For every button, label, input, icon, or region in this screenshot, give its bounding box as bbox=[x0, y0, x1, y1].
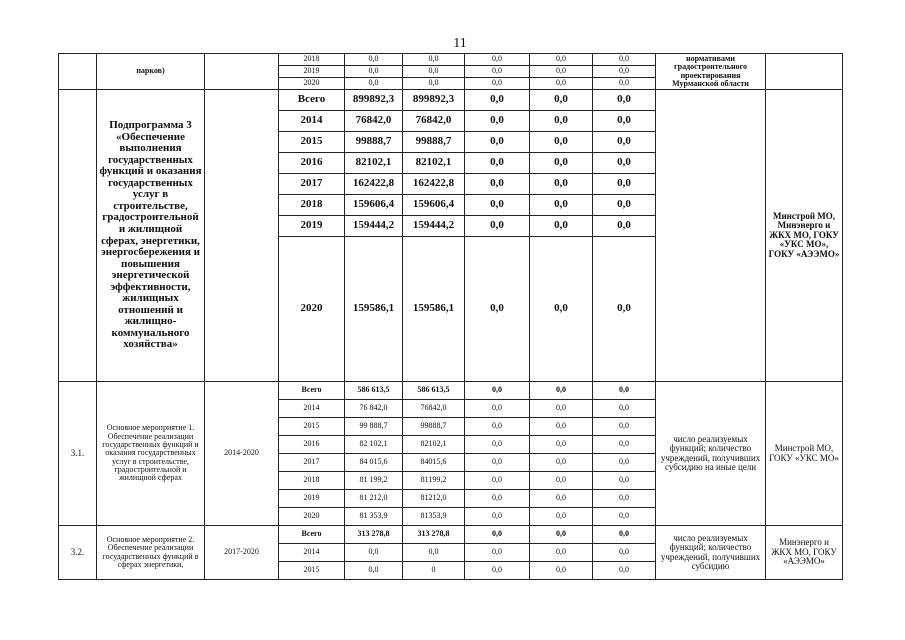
value-cell: 586 613,5 bbox=[345, 382, 403, 400]
table-row bbox=[59, 90, 843, 111]
value-cell: 0,0 bbox=[465, 490, 530, 508]
value-cell: 0,0 bbox=[465, 472, 530, 490]
indicator-cell bbox=[656, 90, 766, 382]
value-cell: 0,0 bbox=[530, 418, 593, 436]
responsible-cell: Минстрой МО, ГОКУ «УКС МО» bbox=[766, 382, 843, 526]
table-row bbox=[59, 382, 843, 400]
value-cell: 0,0 bbox=[593, 78, 656, 90]
value-cell: 0,0 bbox=[530, 132, 593, 153]
year-cell: Всего bbox=[279, 526, 345, 544]
table-row bbox=[59, 526, 843, 544]
value-cell: 0,0 bbox=[465, 526, 530, 544]
value-cell: 0,0 bbox=[465, 153, 530, 174]
year-cell: 2017 bbox=[279, 454, 345, 472]
item-number: 3.2. bbox=[59, 526, 97, 580]
value-cell: 81 199,2 bbox=[345, 472, 403, 490]
value-cell: 159444,2 bbox=[403, 216, 465, 237]
value-cell: 81353,9 bbox=[403, 508, 465, 526]
measure-name: Основное мероприятие 2. Обеспечение реализации государственных функций в сферах энергетики, bbox=[97, 526, 205, 580]
year-cell: 2017 bbox=[279, 174, 345, 195]
value-cell: 0,0 bbox=[593, 382, 656, 400]
value-cell: 0,0 bbox=[530, 195, 593, 216]
value-cell: 0,0 bbox=[465, 508, 530, 526]
value-cell: 313 278,8 bbox=[403, 526, 465, 544]
value-cell: 0,0 bbox=[593, 66, 656, 78]
value-cell: 159606,4 bbox=[403, 195, 465, 216]
value-cell: 81 212,0 bbox=[345, 490, 403, 508]
value-cell: 586 613,5 bbox=[403, 382, 465, 400]
value-cell: 0,0 bbox=[530, 544, 593, 562]
year-cell: Всего bbox=[279, 90, 345, 111]
value-cell: 899892,3 bbox=[403, 90, 465, 111]
subprogram-name: Подпрограмма 3 «Обеспечение выполнения государственных функций и оказания государственных услуг в строительстве, градостроительной и жилищной сферах, энергетики, энергосбережения и повышения энергетической эффективности, жилищных отношений и жилищно-коммунального хозяйства» bbox=[97, 90, 205, 382]
value-cell: 84015,6 bbox=[403, 454, 465, 472]
value-cell: 0,0 bbox=[593, 111, 656, 132]
value-cell: 0,0 bbox=[530, 490, 593, 508]
value-cell: 0,0 bbox=[530, 382, 593, 400]
value-cell: 0,0 bbox=[465, 418, 530, 436]
value-cell: 0,0 bbox=[403, 54, 465, 66]
value-cell: 0,0 bbox=[593, 54, 656, 66]
value-cell: 0,0 bbox=[530, 237, 593, 382]
value-cell: 81199,2 bbox=[403, 472, 465, 490]
cell-period bbox=[205, 54, 279, 90]
value-cell: 0,0 bbox=[530, 508, 593, 526]
indicator-cell: нормативами градостроительного проектирования Мурманской области bbox=[656, 54, 766, 90]
value-cell: 0,0 bbox=[530, 454, 593, 472]
value-cell: 0,0 bbox=[530, 111, 593, 132]
indicator-cell: число реализуемых функций; количество учреждений, получивших субсидию на иные цели bbox=[656, 382, 766, 526]
value-cell: 899892,3 bbox=[345, 90, 403, 111]
value-cell: 0,0 bbox=[593, 418, 656, 436]
value-cell: 0,0 bbox=[465, 111, 530, 132]
year-cell: 2019 bbox=[279, 66, 345, 78]
value-cell: 0,0 bbox=[530, 436, 593, 454]
value-cell: 84 015,6 bbox=[345, 454, 403, 472]
value-cell: 159444,2 bbox=[345, 216, 403, 237]
value-cell: 313 278,8 bbox=[345, 526, 403, 544]
value-cell: 82102,1 bbox=[345, 153, 403, 174]
year-cell: 2015 bbox=[279, 562, 345, 580]
value-cell: 0,0 bbox=[593, 562, 656, 580]
responsible-cell bbox=[766, 54, 843, 90]
cell-num bbox=[59, 54, 97, 90]
value-cell: 159586,1 bbox=[403, 237, 465, 382]
value-cell: 0,0 bbox=[465, 562, 530, 580]
value-cell: 0,0 bbox=[530, 472, 593, 490]
value-cell: 0,0 bbox=[465, 174, 530, 195]
value-cell: 162422,8 bbox=[403, 174, 465, 195]
value-cell: 0,0 bbox=[530, 54, 593, 66]
value-cell: 76842,0 bbox=[403, 111, 465, 132]
value-cell: 99 888,7 bbox=[345, 418, 403, 436]
value-cell: 0,0 bbox=[593, 216, 656, 237]
value-cell: 82102,1 bbox=[403, 153, 465, 174]
value-cell: 0,0 bbox=[465, 454, 530, 472]
value-cell: 0,0 bbox=[530, 400, 593, 418]
value-cell: 0,0 bbox=[593, 454, 656, 472]
value-cell: 0,0 bbox=[593, 472, 656, 490]
value-cell: 0,0 bbox=[465, 54, 530, 66]
value-cell: 0,0 bbox=[593, 153, 656, 174]
value-cell: 0,0 bbox=[345, 66, 403, 78]
year-cell: 2020 bbox=[279, 508, 345, 526]
year-cell: 2018 bbox=[279, 54, 345, 66]
budget-table bbox=[58, 53, 843, 580]
value-cell: 76842,0 bbox=[403, 400, 465, 418]
value-cell: 82 102,1 bbox=[345, 436, 403, 454]
value-cell: 99888,7 bbox=[403, 132, 465, 153]
year-cell: 2018 bbox=[279, 472, 345, 490]
value-cell: 0,0 bbox=[530, 90, 593, 111]
value-cell: 0,0 bbox=[465, 400, 530, 418]
year-cell: Всего bbox=[279, 382, 345, 400]
measure-name: Основное мероприятие 1. Обеспечение реализации государственных функций и оказания государственных услуг в строительстве, градостроительной и жилищной сферах bbox=[97, 382, 205, 526]
value-cell: 99888,7 bbox=[345, 132, 403, 153]
value-cell: 0,0 bbox=[403, 544, 465, 562]
value-cell: 0,0 bbox=[530, 153, 593, 174]
year-cell: 2020 bbox=[279, 78, 345, 90]
value-cell: 0,0 bbox=[530, 174, 593, 195]
year-cell: 2014 bbox=[279, 400, 345, 418]
value-cell: 0,0 bbox=[530, 526, 593, 544]
indicator-cell: число реализуемых функций; количество учреждений, получивших субсидию bbox=[656, 526, 766, 580]
measure-period: 2017-2020 bbox=[205, 526, 279, 580]
value-cell: 0,0 bbox=[530, 78, 593, 90]
value-cell: 0,0 bbox=[593, 508, 656, 526]
year-cell: 2016 bbox=[279, 153, 345, 174]
year-cell: 2016 bbox=[279, 436, 345, 454]
year-cell: 2018 bbox=[279, 195, 345, 216]
cell-num bbox=[59, 90, 97, 382]
item-name: парков) bbox=[97, 54, 205, 90]
value-cell: 0,0 bbox=[593, 237, 656, 382]
value-cell: 76 842,0 bbox=[345, 400, 403, 418]
value-cell: 0,0 bbox=[593, 436, 656, 454]
value-cell: 0,0 bbox=[403, 66, 465, 78]
value-cell: 0,0 bbox=[593, 400, 656, 418]
value-cell: 0,0 bbox=[530, 562, 593, 580]
value-cell: 0,0 bbox=[465, 195, 530, 216]
year-cell: 2019 bbox=[279, 490, 345, 508]
value-cell: 0,0 bbox=[593, 174, 656, 195]
value-cell: 81 353,9 bbox=[345, 508, 403, 526]
item-number: 3.1. bbox=[59, 382, 97, 526]
value-cell: 0,0 bbox=[345, 562, 403, 580]
value-cell: 0,0 bbox=[593, 490, 656, 508]
year-cell: 2020 bbox=[279, 237, 345, 382]
value-cell: 0,0 bbox=[593, 90, 656, 111]
value-cell: 0,0 bbox=[593, 195, 656, 216]
value-cell: 81212,0 bbox=[403, 490, 465, 508]
value-cell: 0,0 bbox=[465, 382, 530, 400]
value-cell: 99888,7 bbox=[403, 418, 465, 436]
responsible-cell: Минэнерго и ЖКХ МО, ГОКУ «АЭЭМО» bbox=[766, 526, 843, 580]
value-cell: 0,0 bbox=[593, 132, 656, 153]
value-cell: 0,0 bbox=[465, 237, 530, 382]
year-cell: 2019 bbox=[279, 216, 345, 237]
value-cell: 0,0 bbox=[465, 90, 530, 111]
value-cell: 0,0 bbox=[345, 544, 403, 562]
value-cell: 0,0 bbox=[593, 544, 656, 562]
table-row bbox=[59, 54, 843, 66]
value-cell: 159606,4 bbox=[345, 195, 403, 216]
cell-period bbox=[205, 90, 279, 382]
value-cell: 0,0 bbox=[465, 216, 530, 237]
value-cell: 76842,0 bbox=[345, 111, 403, 132]
year-cell: 2014 bbox=[279, 111, 345, 132]
value-cell: 0 bbox=[403, 562, 465, 580]
value-cell: 0,0 bbox=[465, 78, 530, 90]
page-number: 11 bbox=[453, 36, 467, 51]
year-cell: 2015 bbox=[279, 132, 345, 153]
value-cell: 0,0 bbox=[530, 66, 593, 78]
value-cell: 0,0 bbox=[593, 526, 656, 544]
year-cell: 2015 bbox=[279, 418, 345, 436]
year-cell: 2014 bbox=[279, 544, 345, 562]
value-cell: 0,0 bbox=[465, 132, 530, 153]
value-cell: 0,0 bbox=[465, 544, 530, 562]
value-cell: 162422,8 bbox=[345, 174, 403, 195]
value-cell: 82102,1 bbox=[403, 436, 465, 454]
value-cell: 0,0 bbox=[465, 436, 530, 454]
responsible-cell: Минстрой МО, Минэнерго и ЖКХ МО, ГОКУ «УКС МО», ГОКУ «АЭЭМО» bbox=[766, 90, 843, 382]
value-cell: 0,0 bbox=[345, 54, 403, 66]
value-cell: 0,0 bbox=[403, 78, 465, 90]
value-cell: 0,0 bbox=[530, 216, 593, 237]
value-cell: 0,0 bbox=[345, 78, 403, 90]
value-cell: 0,0 bbox=[465, 66, 530, 78]
value-cell: 159586,1 bbox=[345, 237, 403, 382]
measure-period: 2014-2020 bbox=[205, 382, 279, 526]
